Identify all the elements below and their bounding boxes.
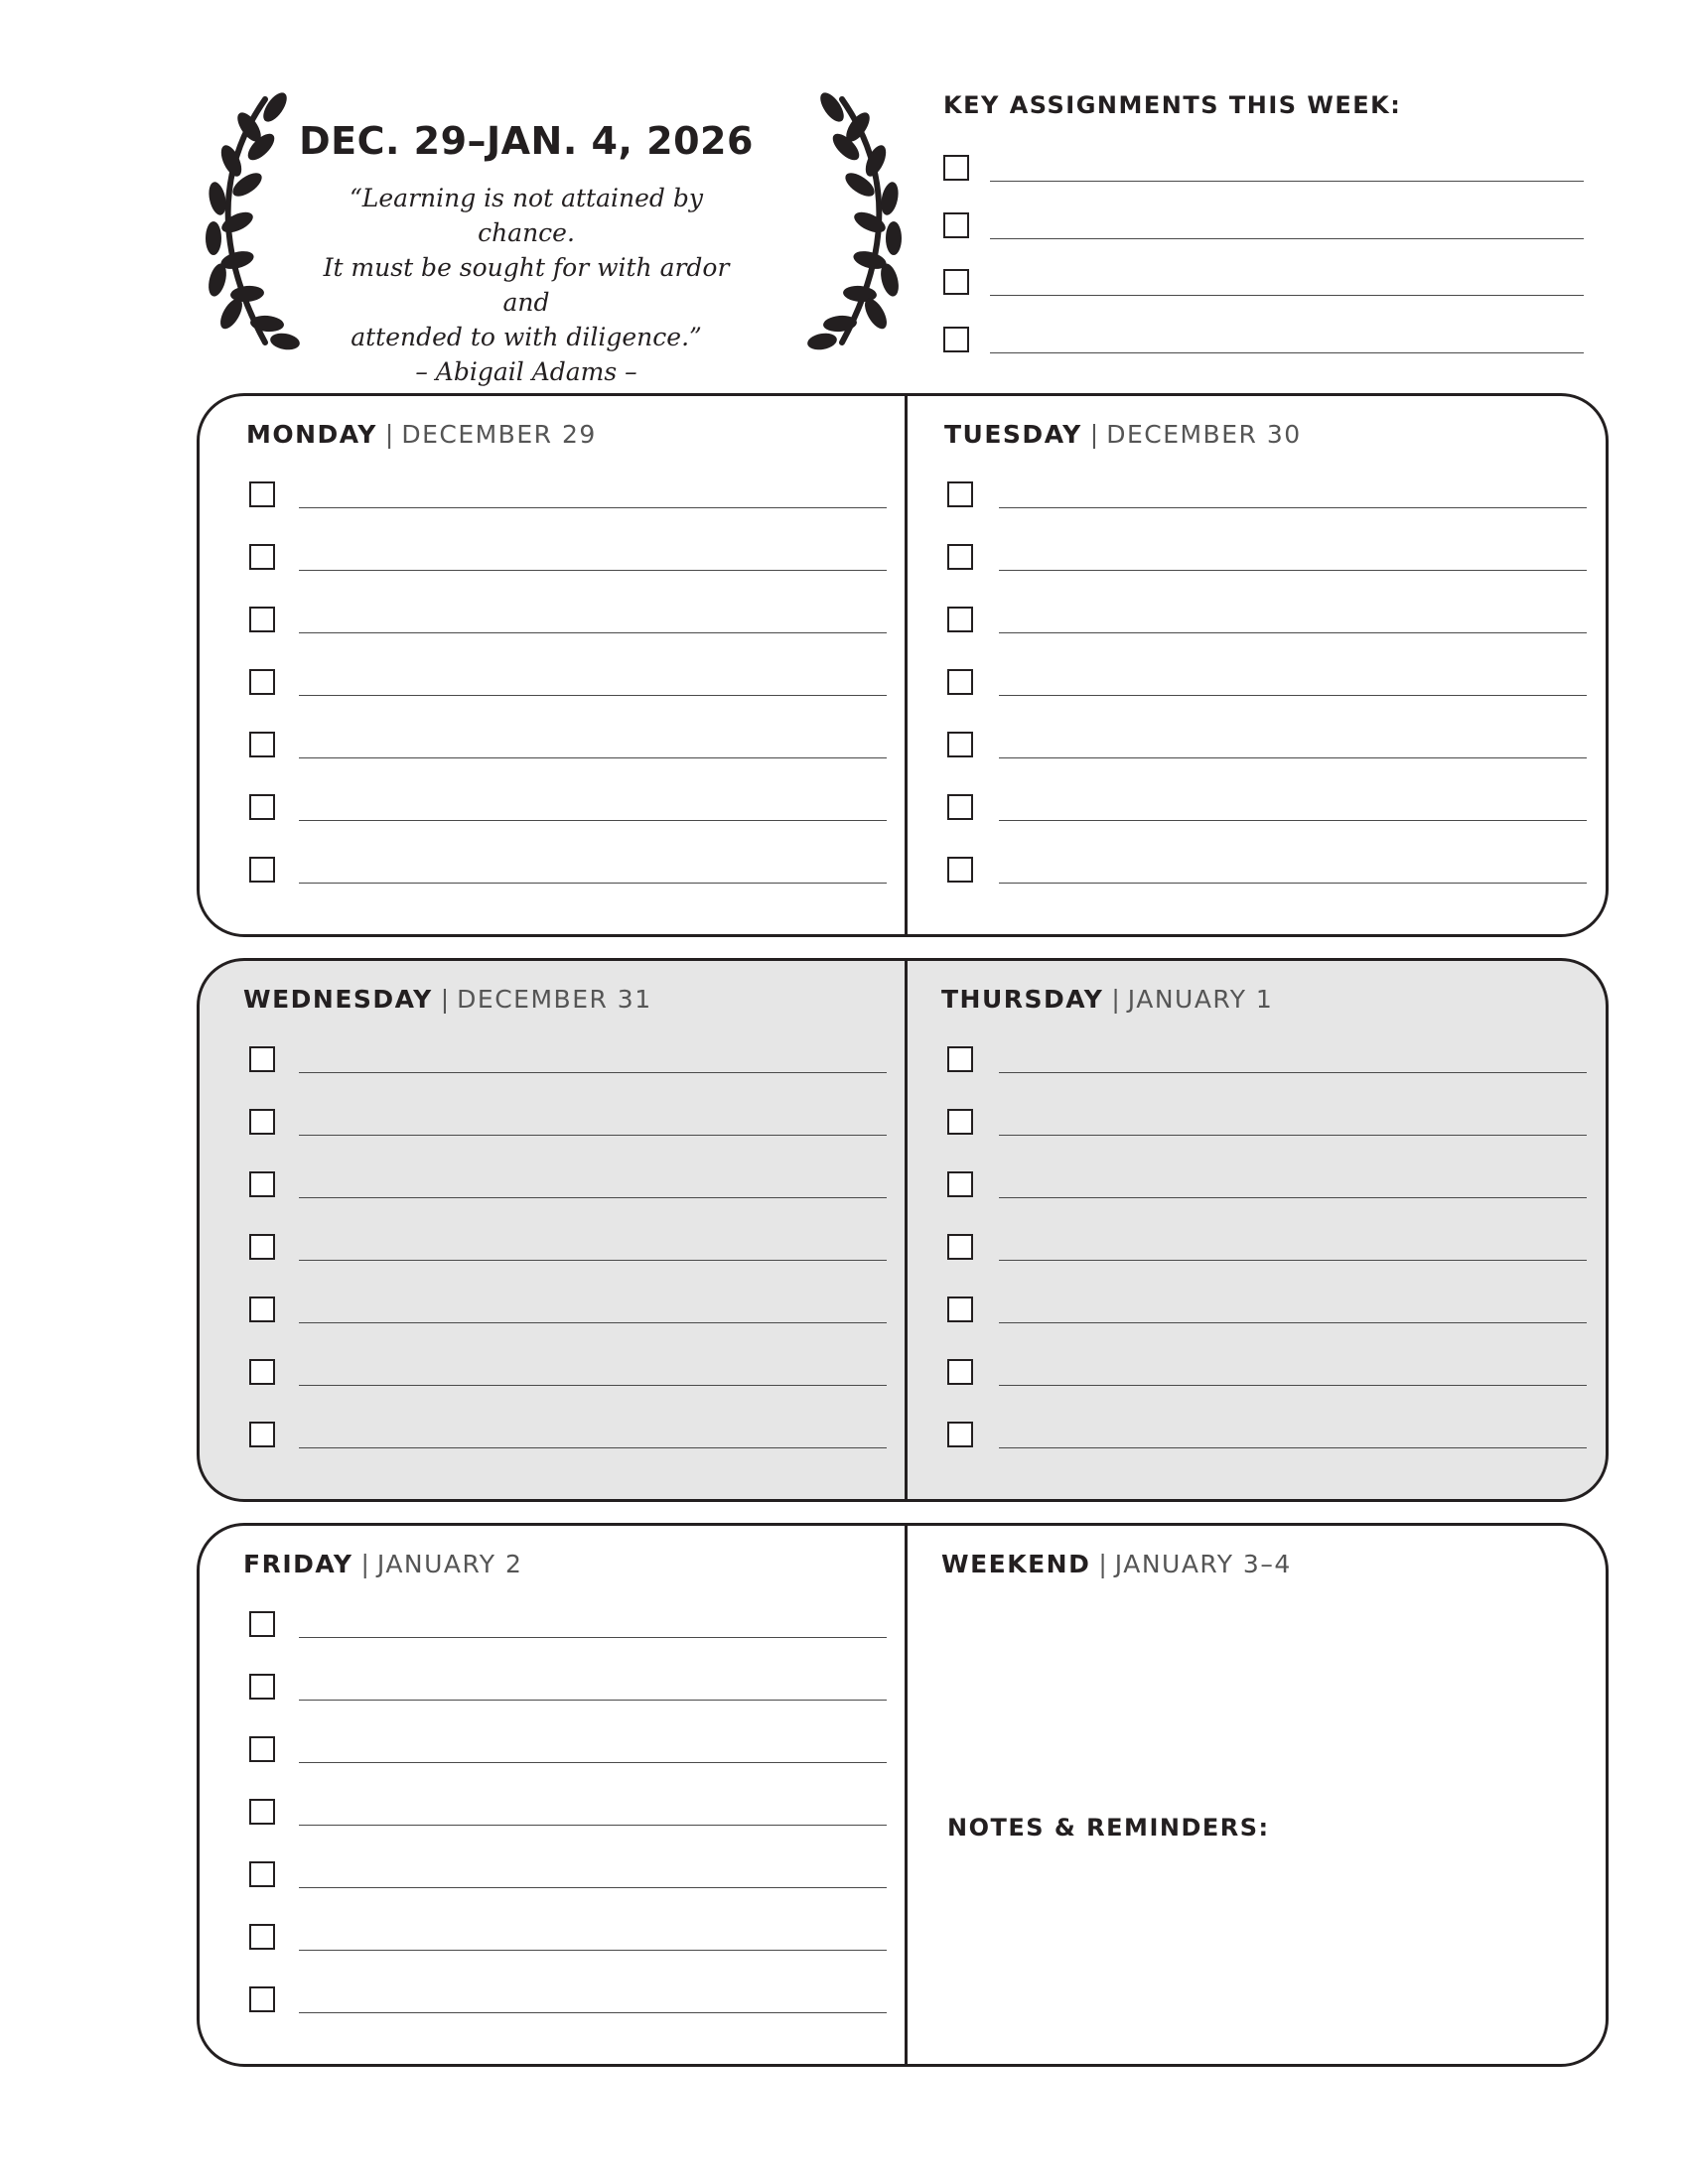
- writing-line[interactable]: [999, 1322, 1587, 1323]
- writing-line[interactable]: [999, 1135, 1587, 1136]
- writing-line[interactable]: [299, 1825, 887, 1826]
- writing-line[interactable]: [299, 1887, 887, 1888]
- day-heading: [243, 983, 652, 1017]
- day-weekend: [908, 1526, 1609, 2064]
- quote-line: attended to with diligence.”: [351, 323, 702, 351]
- writing-line[interactable]: [999, 570, 1587, 571]
- task-checkbox[interactable]: [943, 327, 969, 352]
- writing-line[interactable]: [299, 1447, 887, 1448]
- writing-line[interactable]: [999, 1260, 1587, 1261]
- day-date: JANUARY 1: [1127, 985, 1274, 1014]
- day-thursday: [908, 961, 1609, 1499]
- task-checkbox[interactable]: [947, 607, 973, 632]
- writing-line[interactable]: [299, 1072, 887, 1073]
- writing-line[interactable]: [299, 1385, 887, 1386]
- quote-line: It must be sought for with ardor and: [323, 253, 730, 317]
- day-date: JANUARY 3–4: [1114, 1550, 1292, 1578]
- day-date: DECEMBER 30: [1106, 420, 1302, 449]
- day-separator: |: [360, 1550, 369, 1578]
- week-range-title: DEC. 29–JAN. 4, 2026: [299, 119, 754, 163]
- writing-line[interactable]: [299, 883, 887, 884]
- days-row-3: [197, 1523, 1609, 2067]
- day-separator: |: [1098, 1550, 1107, 1578]
- task-checkbox[interactable]: [947, 1109, 973, 1135]
- writing-line[interactable]: [299, 1637, 887, 1638]
- writing-line[interactable]: [999, 632, 1587, 633]
- writing-line[interactable]: [299, 632, 887, 633]
- task-checkbox[interactable]: [249, 1234, 275, 1260]
- writing-line[interactable]: [299, 1700, 887, 1701]
- writing-line[interactable]: [999, 507, 1587, 508]
- task-checkbox[interactable]: [947, 544, 973, 570]
- writing-line[interactable]: [990, 352, 1584, 353]
- task-checkbox[interactable]: [249, 607, 275, 632]
- key-assignments: [943, 91, 1599, 121]
- day-separator: |: [1089, 420, 1099, 449]
- days-row-1: [197, 393, 1609, 937]
- task-checkbox[interactable]: [249, 1297, 275, 1322]
- writing-line[interactable]: [299, 1950, 887, 1951]
- task-checkbox[interactable]: [947, 1046, 973, 1072]
- quote-line: “Learning is not attained by chance.: [350, 184, 703, 247]
- task-checkbox[interactable]: [249, 1924, 275, 1950]
- writing-line[interactable]: [999, 1072, 1587, 1073]
- task-checkbox[interactable]: [947, 1359, 973, 1385]
- day-separator: |: [384, 420, 394, 449]
- day-separator: |: [1111, 985, 1120, 1014]
- day-heading: [941, 983, 1273, 1017]
- day-date: DECEMBER 31: [457, 985, 652, 1014]
- task-checkbox[interactable]: [249, 857, 275, 883]
- day-name: THURSDAY: [941, 985, 1104, 1014]
- day-wednesday: [200, 961, 904, 1499]
- writing-line[interactable]: [299, 1197, 887, 1198]
- writing-line[interactable]: [299, 2012, 887, 2013]
- task-checkbox[interactable]: [249, 1422, 275, 1447]
- writing-line[interactable]: [299, 507, 887, 508]
- day-name: WEDNESDAY: [243, 985, 433, 1014]
- task-checkbox[interactable]: [249, 1109, 275, 1135]
- day-tuesday: [908, 396, 1609, 934]
- task-checkbox[interactable]: [249, 544, 275, 570]
- day-heading: [941, 1548, 1292, 1581]
- task-checkbox[interactable]: [947, 1297, 973, 1322]
- writing-line[interactable]: [299, 820, 887, 821]
- writing-line[interactable]: [299, 1322, 887, 1323]
- task-checkbox[interactable]: [947, 794, 973, 820]
- writing-line[interactable]: [999, 820, 1587, 821]
- writing-line[interactable]: [999, 695, 1587, 696]
- task-checkbox[interactable]: [947, 481, 973, 507]
- task-checkbox[interactable]: [249, 732, 275, 757]
- writing-line[interactable]: [299, 1135, 887, 1136]
- day-friday: [200, 1526, 904, 2064]
- writing-line[interactable]: [299, 695, 887, 696]
- days-row-2: [197, 958, 1609, 1502]
- quote-attribution: – Abigail Adams –: [415, 357, 637, 386]
- quote: [308, 181, 745, 389]
- writing-line[interactable]: [299, 1762, 887, 1763]
- writing-line[interactable]: [990, 238, 1584, 239]
- writing-line[interactable]: [990, 295, 1584, 296]
- day-name: WEEKEND: [941, 1550, 1091, 1578]
- writing-line[interactable]: [299, 757, 887, 758]
- task-checkbox[interactable]: [249, 1861, 275, 1887]
- day-heading: [246, 418, 597, 452]
- writing-line[interactable]: [999, 1447, 1587, 1448]
- task-checkbox[interactable]: [249, 481, 275, 507]
- task-checkbox[interactable]: [943, 269, 969, 295]
- task-checkbox[interactable]: [943, 212, 969, 238]
- task-checkbox[interactable]: [249, 794, 275, 820]
- task-checkbox[interactable]: [249, 669, 275, 695]
- writing-line[interactable]: [299, 1260, 887, 1261]
- day-name: FRIDAY: [243, 1550, 353, 1578]
- task-checkbox[interactable]: [249, 1611, 275, 1637]
- writing-line[interactable]: [999, 1385, 1587, 1386]
- day-heading: [243, 1548, 522, 1581]
- laurel-branch-icon: [204, 89, 313, 357]
- writing-line[interactable]: [299, 570, 887, 571]
- task-checkbox[interactable]: [947, 669, 973, 695]
- day-name: TUESDAY: [944, 420, 1082, 449]
- laurel-branch-icon: [794, 89, 904, 357]
- task-checkbox[interactable]: [249, 1986, 275, 2012]
- day-heading: [944, 418, 1302, 452]
- task-checkbox[interactable]: [947, 857, 973, 883]
- task-checkbox[interactable]: [943, 155, 969, 181]
- writing-line[interactable]: [999, 1197, 1587, 1198]
- task-checkbox[interactable]: [249, 1171, 275, 1197]
- task-checkbox[interactable]: [947, 1234, 973, 1260]
- day-date: JANUARY 2: [376, 1550, 523, 1578]
- task-checkbox[interactable]: [249, 1799, 275, 1825]
- task-checkbox[interactable]: [947, 732, 973, 757]
- writing-line[interactable]: [990, 181, 1584, 182]
- day-separator: |: [440, 985, 450, 1014]
- task-checkbox[interactable]: [947, 1171, 973, 1197]
- notes-reminders-title: NOTES & REMINDERS:: [947, 1814, 1270, 1842]
- task-checkbox[interactable]: [249, 1736, 275, 1762]
- task-checkbox[interactable]: [249, 1359, 275, 1385]
- day-monday: [200, 396, 904, 934]
- week-header: [199, 89, 894, 386]
- task-checkbox[interactable]: [249, 1674, 275, 1700]
- writing-line[interactable]: [999, 757, 1587, 758]
- key-assignments-title: KEY ASSIGNMENTS THIS WEEK:: [943, 91, 1402, 119]
- day-date: DECEMBER 29: [401, 420, 597, 449]
- writing-line[interactable]: [999, 883, 1587, 884]
- day-name: MONDAY: [246, 420, 377, 449]
- task-checkbox[interactable]: [947, 1422, 973, 1447]
- task-checkbox[interactable]: [249, 1046, 275, 1072]
